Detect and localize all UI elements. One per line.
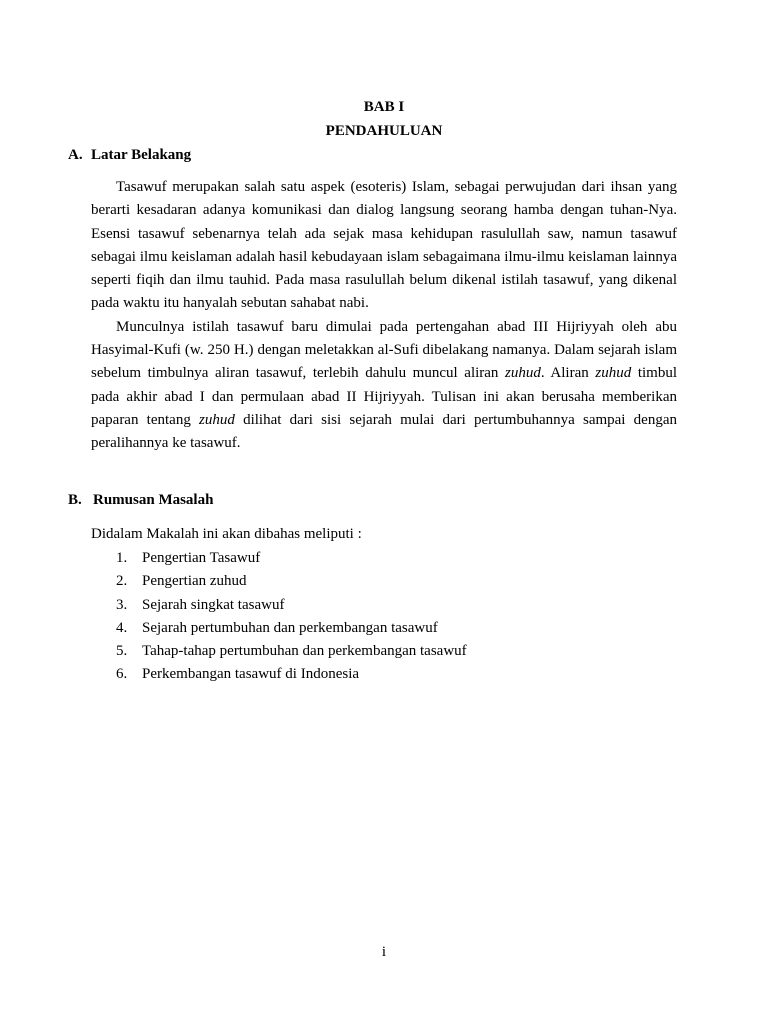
paragraph-2-part-4: dilihat dari sisi sejarah mulai dari pertumbuhannya sampai dengan peralihannya ke tasawuf.	[91, 411, 678, 452]
section-b-heading	[68, 490, 213, 510]
chapter-title: PENDAHULUAN	[325, 123, 443, 139]
zuhud-term-3: zuhud	[199, 411, 235, 428]
paragraph-1: Tasawuf merupakan salah satu aspek (esoteris) Islam, sebagai perwujudan dari ihsan yang berarti kesadaran adanya komunikasi dan dialog langsung seorang hamba dengan tuhan-Nya. Esensi tasawuf sebenarnya telah ada sejak masa kehidupan rasulullah saw, namun tasawuf sebagai ilmu keislaman adalah hasil kebudayaan islam sebagaimana ilmu-ilmu keislaman lainnya seperti fiqih dan ilmu tauhid. Pada masa rasulullah belum dikenal istilah tasawuf, yang dikenal pada waktu itu hanyalah sebutan sahabat nabi.	[91, 179, 677, 312]
list-item: 3. Sejarah singkat tasawuf	[116, 596, 285, 613]
paragraph-2-part-2: . Aliran	[540, 365, 596, 382]
section-a-heading	[68, 145, 191, 165]
section-b-letter: B.	[68, 492, 82, 508]
list-item: 4. Sejarah pertumbuhan dan perkembangan tasawuf	[116, 619, 438, 636]
section-a-body	[91, 176, 677, 456]
section-b-title: Rumusan Masalah	[93, 492, 214, 508]
list-item: 2. Pengertian zuhud	[116, 573, 247, 590]
section-a-title: Latar Belakang	[91, 147, 192, 163]
problem-list	[116, 547, 467, 687]
list-item: 1. Pengertian Tasawuf	[116, 550, 261, 566]
chapter-number: BAB I	[363, 99, 405, 115]
paragraph-2-part-3: timbul pada akhir abad I dan permulaan abad II Hijriyyah. Tulisan ini akan berusaha memberikan paparan tentang	[91, 365, 678, 428]
list-item: 6. Perkembangan tasawuf di Indonesia	[116, 666, 360, 683]
page-number: i	[381, 944, 387, 960]
paragraph-2-part-1: Munculnya istilah tasawuf baru dimulai pada pertengahan abad III Hijriyyah oleh abu Hasyimal-Kufi (w. 250 H.) dengan meletakkan al-Sufi dibelakang namanya. Dalam sejarah islam sebelum timbulnya aliran tasawuf, terlebih dahulu muncul aliran	[91, 318, 677, 382]
list-item: 5. Tahap-tahap pertumbuhan dan perkembangan tasawuf	[116, 643, 467, 660]
zuhud-term-1: zuhud	[505, 365, 541, 382]
section-b-intro: Didalam Makalah ini akan dibahas meliputi :	[91, 526, 362, 542]
section-a-letter: A.	[68, 147, 83, 163]
zuhud-term-2: zuhud	[595, 365, 632, 382]
paragraph-2	[91, 316, 677, 456]
